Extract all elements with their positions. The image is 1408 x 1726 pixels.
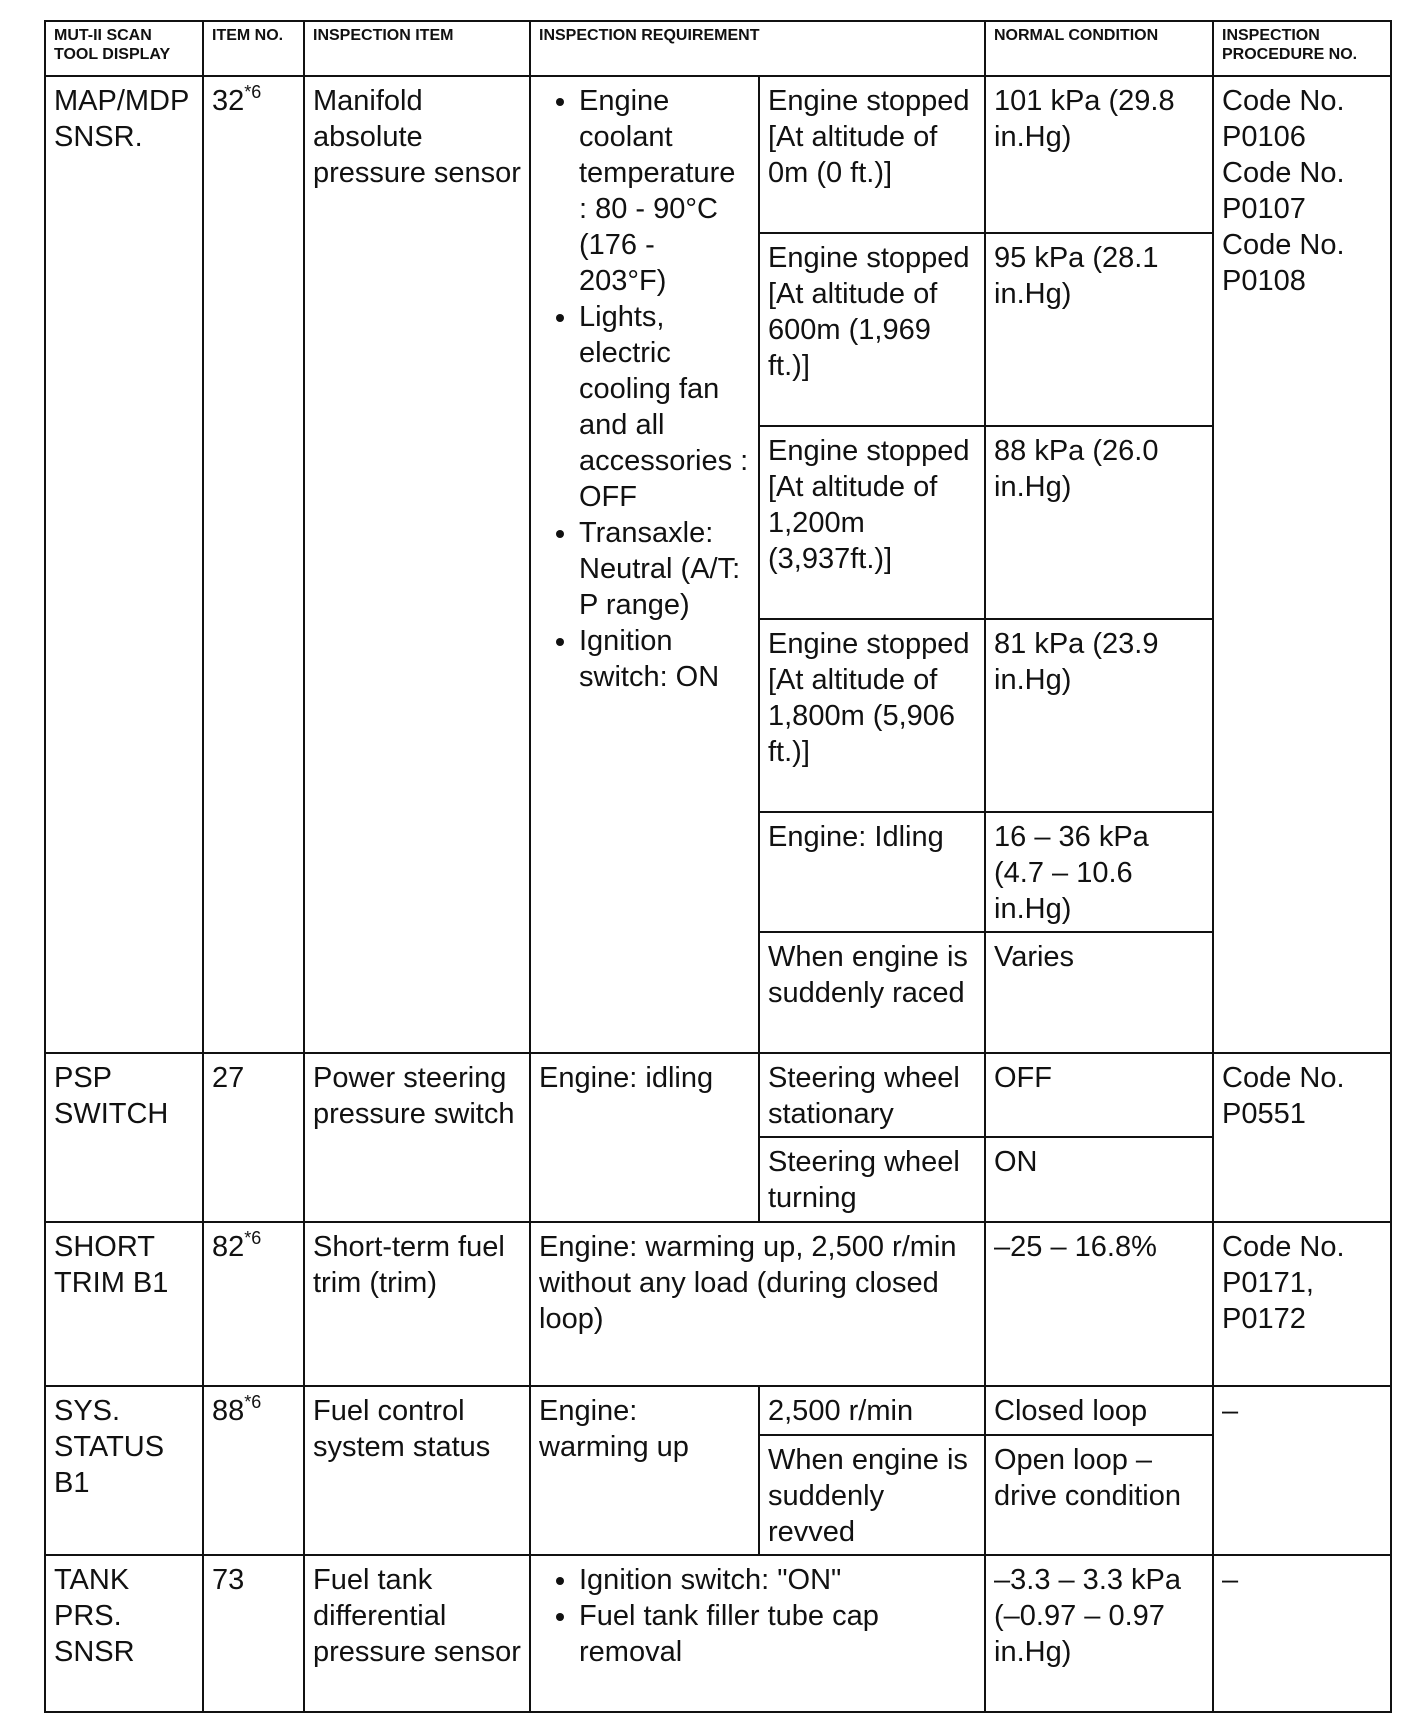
map-requirement-5: When engine is suddenly raced (759, 932, 985, 1053)
header-item: INSPECTION ITEM (304, 21, 530, 76)
table-row (45, 1386, 1391, 1434)
tank-procedure: – (1213, 1555, 1391, 1712)
psp-condition: Engine: idling (530, 1053, 759, 1222)
list-item: • Fuel tank filler tube cap removal (579, 1598, 976, 1670)
short-trim-normal: –25 – 16.8% (985, 1222, 1213, 1387)
psp-display: PSP SWITCH (45, 1053, 203, 1222)
tank-item: Fuel tank differential pressure sensor (304, 1555, 530, 1712)
map-normal-2: 88 kPa (26.0 in.Hg) (985, 426, 1213, 619)
map-requirement-3: Engine stopped [At altitude of 1,800m (5,906 ft.)] (759, 619, 985, 812)
tank-conditions (530, 1555, 985, 1712)
tank-item-no: 73 (203, 1555, 304, 1712)
list-item: • Transaxle: Neutral (A/T: P range) (579, 515, 750, 623)
map-conditions (530, 76, 759, 1053)
short-trim-procedure: Code No. P0171, P0172 (1213, 1222, 1391, 1387)
psp-item: Power steering pressure switch (304, 1053, 530, 1222)
sys-status-item-no: 88$^{*6}$ (203, 1386, 304, 1555)
sys-status-requirement-0: 2,500 r/min (759, 1386, 985, 1434)
psp-procedure: Code No. P0551 (1213, 1053, 1391, 1222)
table-row (45, 1555, 1391, 1712)
header-item-no: ITEM NO. (203, 21, 304, 76)
psp-normal-1: ON (985, 1137, 1213, 1221)
table-row (45, 1053, 1391, 1137)
map-normal-5: Varies (985, 932, 1213, 1053)
header-normal: NORMAL CONDITION (985, 21, 1213, 76)
tank-display: TANK PRS. SNSR (45, 1555, 203, 1712)
list-item: • Ignition switch: ON (579, 623, 750, 695)
header-row (45, 21, 1391, 76)
map-display: MAP/MDP SNSR. (45, 76, 203, 1053)
list-item: • Ignition switch: "ON" (579, 1562, 976, 1598)
header-display: MUT-II SCAN TOOL DISPLAY (45, 21, 203, 76)
list-item: • Lights, electric cooling fan and all accessories : OFF (579, 299, 750, 515)
map-item-no: 32$^{*6}$ (203, 76, 304, 1053)
sys-status-requirement-1: When engine is suddenly revved (759, 1435, 985, 1556)
tank-normal: –3.3 – 3.3 kPa (–0.97 – 0.97 in.Hg) (985, 1555, 1213, 1712)
short-trim-requirement: Engine: warming up, 2,500 r/min without any load (during closed loop) (530, 1222, 985, 1387)
header-procedure: INSPECTION PROCEDURE NO. (1213, 21, 1391, 76)
sys-status-normal-1: Open loop – drive condition (985, 1435, 1213, 1556)
map-requirement-1: Engine stopped [At altitude of 600m (1,969 ft.)] (759, 233, 985, 426)
psp-normal-0: OFF (985, 1053, 1213, 1137)
map-normal-1: 95 kPa (28.1 in.Hg) (985, 233, 1213, 426)
map-requirement-4: Engine: Idling (759, 812, 985, 933)
sys-status-condition: Engine: warming up (530, 1386, 759, 1555)
header-requirement: INSPECTION REQUIREMENT (530, 21, 985, 76)
inspection-table (44, 20, 1392, 1713)
psp-requirement-0: Steering wheel stationary (759, 1053, 985, 1137)
psp-requirement-1: Steering wheel turning (759, 1137, 985, 1221)
short-trim-item-no: 82$^{*6}$ (203, 1222, 304, 1387)
psp-item-no: 27 (203, 1053, 304, 1222)
table-row (45, 76, 1391, 233)
sys-status-display: SYS. STATUS B1 (45, 1386, 203, 1555)
map-procedure: Code No. P0106 Code No. P0107 Code No. P0108 (1213, 76, 1391, 1053)
map-normal-0: 101 kPa (29.8 in.Hg) (985, 76, 1213, 233)
map-normal-4: 16 – 36 kPa (4.7 – 10.6 in.Hg) (985, 812, 1213, 933)
table-row (45, 1222, 1391, 1387)
map-normal-3: 81 kPa (23.9 in.Hg) (985, 619, 1213, 812)
short-trim-display: SHORT TRIM B1 (45, 1222, 203, 1387)
sys-status-normal-0: Closed loop (985, 1386, 1213, 1434)
short-trim-item: Short-term fuel trim (trim) (304, 1222, 530, 1387)
map-item: Manifold absolute pressure sensor (304, 76, 530, 1053)
map-requirement-2: Engine stopped [At altitude of 1,200m (3,937ft.)] (759, 426, 985, 619)
map-requirement-0: Engine stopped [At altitude of 0m (0 ft.)] (759, 76, 985, 233)
sys-status-item: Fuel control system status (304, 1386, 530, 1555)
list-item: • Engine coolant temperature : 80 - 90°C (176 - 203°F) (579, 83, 750, 299)
sys-status-procedure: – (1213, 1386, 1391, 1555)
